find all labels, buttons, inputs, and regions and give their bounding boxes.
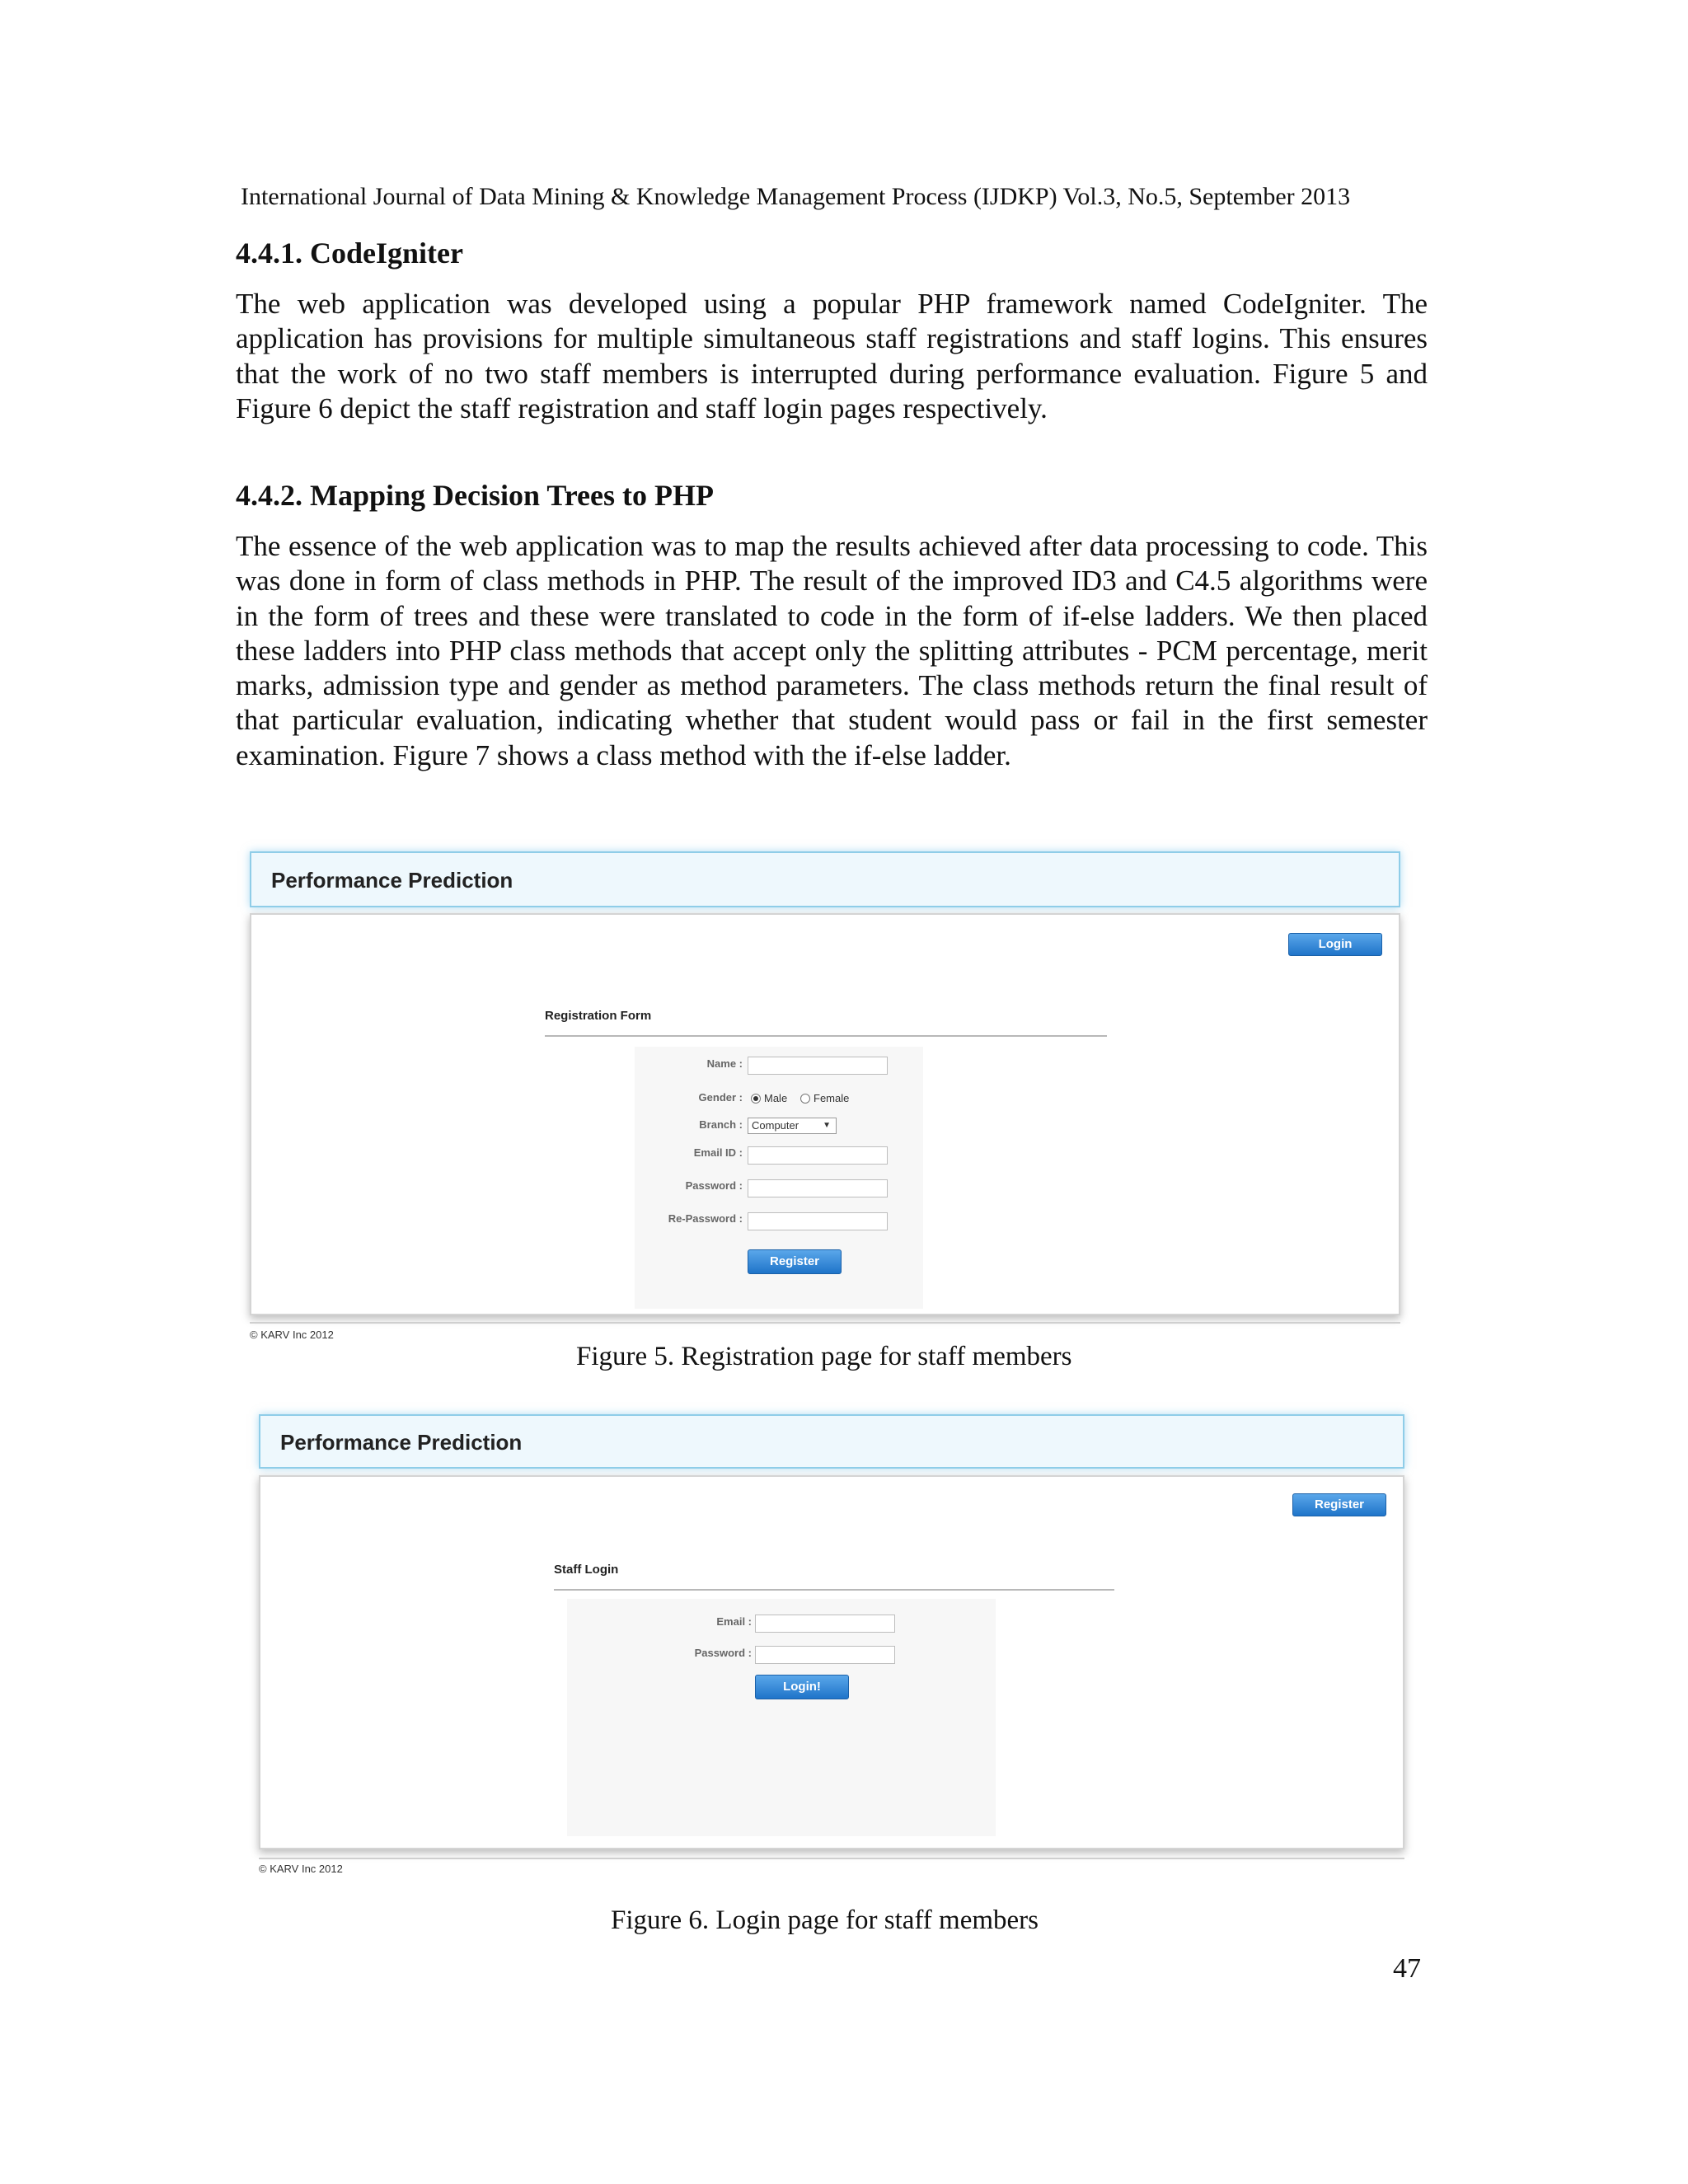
section-body-mapping: The essence of the web application was to map the results achieved after data processing to code. This was done in form of class methods in PHP. The result of the improved ID3 and C4.5 algorithms were in the form of trees and these were translated to code in the form of if-else ladders. We then placed these ladders into PHP class methods that accept only the splitting attributes - PCM percentage, merit marks, admission type and gender as method parameters. The class methods return the final result of that particular evaluation, indicating whether that student would pass or fail in the first semester examination. Figure 7 shows a class method with the if-else ladder. xyxy=(236,530,1428,771)
branch-label: Branch : xyxy=(699,1118,743,1131)
form-divider xyxy=(545,1035,1107,1037)
gender-female-radio[interactable] xyxy=(800,1094,810,1104)
password-input[interactable] xyxy=(748,1179,888,1197)
app-title: Performance Prediction xyxy=(271,868,513,893)
section-body-codeigniter: The web application was developed using a popular PHP framework named CodeIgniter. The application has provisions for multiple simultaneous staff registrations and staff logins. This ensures that the work of no two staff members is interrupted during performance evaluation. Figure 5 and Figure 6 depict the staff registration and staff login pages respectively. xyxy=(236,288,1428,424)
footer-divider xyxy=(259,1858,1404,1859)
gender-female-label: Female xyxy=(814,1092,850,1104)
section-title-mapping: 4.4.2. Mapping Decision Trees to PHP xyxy=(236,479,714,512)
register-submit-button[interactable]: Register xyxy=(748,1249,842,1274)
gender-label: Gender : xyxy=(698,1091,743,1104)
gender-male-label: Male xyxy=(764,1092,788,1104)
email-input[interactable] xyxy=(755,1615,895,1633)
page-number: 47 xyxy=(1393,1953,1421,1984)
form-heading: Registration Form xyxy=(545,1009,652,1023)
login-submit-button[interactable]: Login! xyxy=(755,1675,849,1699)
name-input[interactable] xyxy=(748,1057,888,1075)
figure-5-caption: Figure 5. Registration page for staff members xyxy=(576,1342,1072,1371)
register-button[interactable]: Register xyxy=(1292,1493,1386,1516)
form-heading: Staff Login xyxy=(554,1563,619,1577)
copyright-text: © KARV Inc 2012 xyxy=(259,1863,343,1875)
form-divider xyxy=(554,1589,1114,1591)
login-button[interactable]: Login xyxy=(1288,933,1382,956)
app-header-bar xyxy=(250,851,1400,907)
password-input[interactable] xyxy=(755,1646,895,1664)
gender-male-radio[interactable] xyxy=(751,1094,761,1104)
running-header: International Journal of Data Mining & Knowledge Management Process (IJDKP) Vol.3, No.5, September 2013 xyxy=(241,183,1351,210)
copyright-text: © KARV Inc 2012 xyxy=(250,1329,334,1341)
section-title-codeigniter: 4.4.1. CodeIgniter xyxy=(236,237,463,269)
password-label: Password : xyxy=(694,1647,752,1659)
figure-6-caption: Figure 6. Login page for staff members xyxy=(611,1905,1039,1935)
login-panel xyxy=(259,1475,1404,1849)
app-title: Performance Prediction xyxy=(280,1430,523,1455)
form-area xyxy=(567,1599,996,1836)
email-label: Email : xyxy=(716,1615,752,1628)
repassword-input[interactable] xyxy=(748,1212,888,1230)
email-input[interactable] xyxy=(748,1146,888,1165)
repassword-label: Re-Password : xyxy=(668,1212,743,1225)
app-header-bar xyxy=(259,1414,1404,1469)
footer-divider xyxy=(250,1322,1400,1324)
branch-select[interactable] xyxy=(748,1118,837,1134)
password-label: Password : xyxy=(685,1179,743,1192)
branch-value: Computer xyxy=(752,1119,799,1132)
email-label: Email ID : xyxy=(693,1146,743,1159)
registration-panel xyxy=(250,913,1400,1315)
name-label: Name : xyxy=(706,1057,743,1070)
chevron-down-icon: ▼ xyxy=(823,1121,831,1130)
